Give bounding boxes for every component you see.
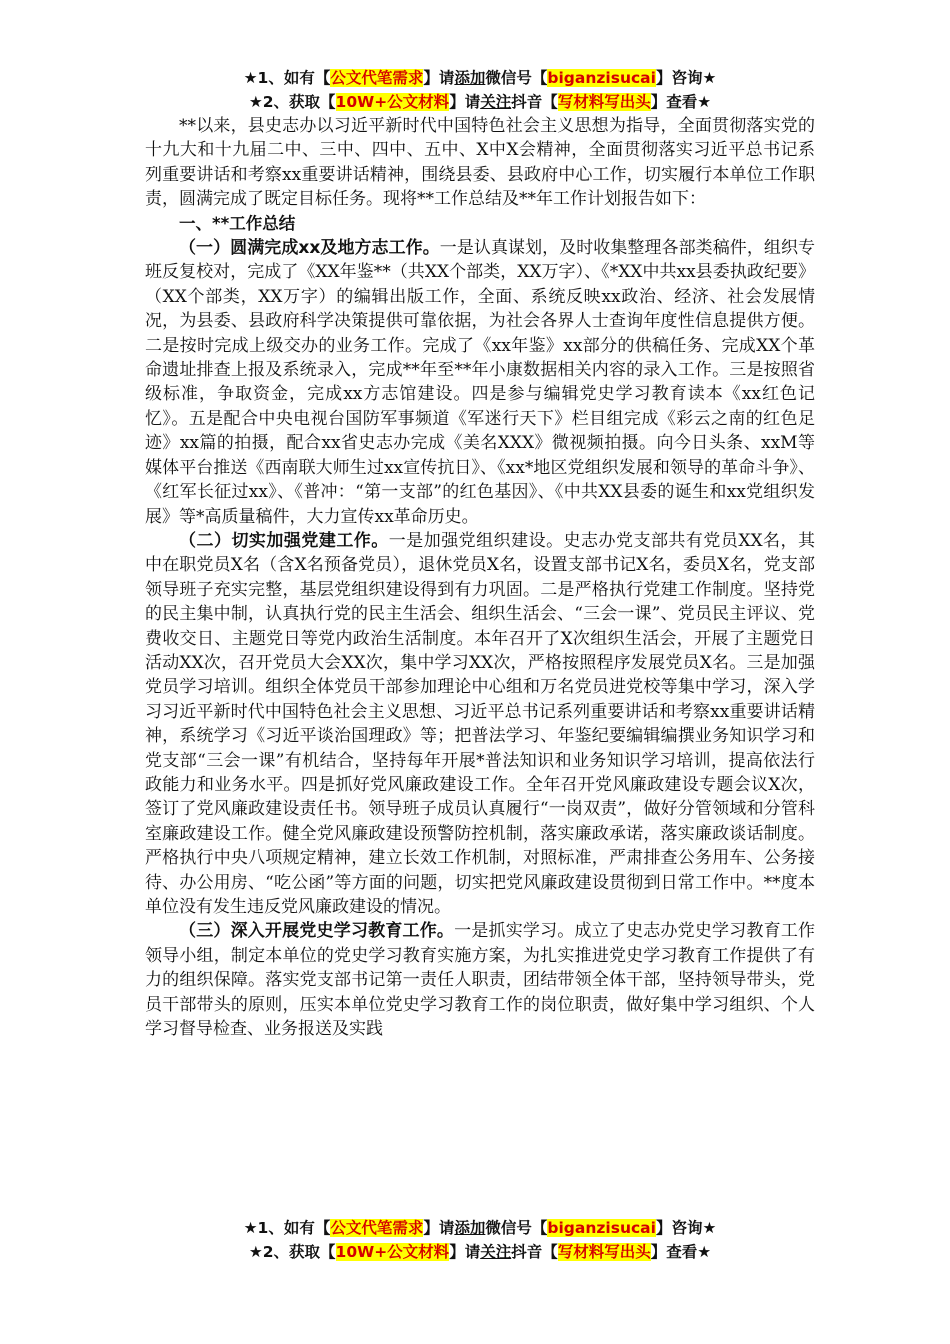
promo-text: 抖音【 bbox=[511, 1243, 558, 1261]
promo-line-1 bbox=[145, 1216, 815, 1240]
promo-text: 】请 bbox=[423, 69, 455, 87]
promo-highlight: 10W+公文材料 bbox=[335, 1243, 450, 1261]
intro-paragraph: **以来，县史志办以习近平新时代中国特色社会主义思想为指导，全面贯彻落实党的十九大和十九届二中、三中、四中、五中、X中X会精神，全面贯彻落实习近平总书记系列重要讲话和考察xx重要讲话精神，围绕县委、县政府中心工作，切实履行本单位工作职责，圆满完成了既定目标任务。现将**工作总结及**年工作计划报告如下： bbox=[145, 116, 815, 210]
promo-text: 】查看★ bbox=[650, 1243, 712, 1261]
promo-text: ★1、如有【 bbox=[243, 1219, 331, 1237]
promo-emphasis: 关注 bbox=[480, 93, 512, 111]
promo-highlight: 10W+公文材料 bbox=[335, 93, 450, 111]
document-body bbox=[145, 114, 815, 1041]
promo-text: 】请 bbox=[449, 1243, 481, 1261]
promo-banner-bottom bbox=[145, 1216, 815, 1264]
promo-highlight: 公文代笔需求 bbox=[330, 69, 424, 87]
promo-text: 】查看★ bbox=[650, 93, 712, 111]
promo-emphasis: 添加 bbox=[454, 1219, 486, 1237]
promo-emphasis: 添加 bbox=[454, 69, 486, 87]
paragraph-1 bbox=[145, 236, 815, 529]
promo-banner-top bbox=[145, 66, 815, 114]
promo-text: ★2、获取【 bbox=[248, 93, 336, 111]
promo-text: 】咨询★ bbox=[655, 69, 717, 87]
promo-text: 】请 bbox=[423, 1219, 455, 1237]
paragraph-text: 一是认真谋划，及时收集整理各部类稿件，组织专班反复校对，完成了《XX年鉴**（共XX个部类，XX万字）、《*XX中共xx县委执政纪要》（XX个部类，XX万字）的编辑出版工作，全面、系统反映xx政治、经济、社会发展情况，为县委、县政府科学决策提供可靠依据，为社会各界人士查询年度性信息提供方便。二是按时完成上级交办的业务工作。完成了《xx年鉴》xx部分的供稿任务、完成XX个革命遗址排查上报及系统录入，完成**年至**年小康数据相关内容的录入工作。三是按照省级标准，争取资金，完成xx方志馆建设。四是参与编辑党史学习教育读本《xx红色记忆》。五是配合中央电视台国防军事频道《军迷行天下》栏目组完成《彩云之南的红色足迹》xx篇的拍摄，配合xx省史志办完成《美名XXX》微视频拍摄。向今日头条、xxM等媒体平台推送《西南联大师生过xx宣传抗日》、《xx*地区党组织发展和领导的革命斗争》、《红军长征过xx》、《普冲：“第一支部”的红色基因》、《中共XX县委的诞生和xx党组织发展》等*高质量稿件，大力宣传xx革命历史。 bbox=[145, 238, 815, 527]
wechat-id-highlight: biganzisucai bbox=[547, 69, 656, 87]
promo-text: 抖音【 bbox=[511, 93, 558, 111]
subheading: （二）切实加强党建工作。 bbox=[179, 530, 389, 551]
promo-line-2 bbox=[145, 1240, 815, 1264]
section-heading bbox=[145, 212, 815, 236]
promo-text: 微信号【 bbox=[485, 69, 548, 87]
paragraph-3 bbox=[145, 919, 815, 1041]
promo-line-1 bbox=[145, 66, 815, 90]
promo-emphasis: 关注 bbox=[480, 1243, 512, 1261]
promo-text: ★1、如有【 bbox=[243, 69, 331, 87]
promo-text: 】咨询★ bbox=[655, 1219, 717, 1237]
promo-line-2 bbox=[145, 90, 815, 114]
subheading: （三）深入开展党史学习教育工作。 bbox=[179, 921, 455, 942]
paragraph-text: 一是加强党组织建设。史志办党支部共有党员XX名，其中在职党员X名（含X名预备党员），退休党员X名，设置支部书记X名，委员X名，党支部领导班子充实完整，基层党组织建设得到有力巩固。二是严格执行党建工作制度。坚持党的民主集中制，认真执行党的民主生活会、组织生活会、“三会一课”、党员民主评议、党费收交日、主题党日等党内政治生活制度。本年召开了X次组织生活会，开展了主题党日活动XX次，召开党员大会XX次，集中学习XX次，严格按照程序发展党员X名。三是加强党员学习培训。组织全体党员干部参加理论中心组和万名党员进党校等集中学习，深入学习习近平新时代中国特色社会主义思想、习近平总书记系列重要讲话和考察xx重要讲话精神，系统学习《习近平谈治国理政》等；把普法学习、年鉴纪要编辑编撰业务知识学习和党支部“三会一课”有机结合，坚持每年开展*普法知识和业务知识学习培训，提高依法行政能力和业务水平。四是抓好党风廉政建设工作。全年召开党风廉政建设专题会议X次，签订了党风廉政建设责任书。领导班子成员认真履行“一岗双责”，做好分管领域和分管科室廉政建设工作。健全党风廉政建设预警防控机制，落实廉政承诺，落实廉政谈话制度。严格执行中央八项规定精神，建立长效工作机制，对照标准，严肃排查公务用车、公务接待、办公用房、“吃公函”等方面的问题，切实把党风廉政建设贯彻到日常工作中。**度本单位没有发生违反党风廉政建设的情况。 bbox=[145, 530, 815, 917]
subheading: （一）圆满完成xx及地方志工作。 bbox=[179, 238, 440, 259]
douyin-id-highlight: 写材料写出头 bbox=[557, 93, 651, 111]
promo-text: 】请 bbox=[449, 93, 481, 111]
paragraph-text: 一是抓实学习。成立了史志办党史学习教育工作领导小组，制定本单位的党史学习教育实施方案，为扎实推进党史学习教育工作提供了有力的组织保障。落实党支部书记第一责任人职责，团结带领全体干部，坚持领导带头，党员干部带头的原则，压实本单位党史学习教育工作的岗位职责，做好集中学习组织、个人学习督导检查、业务报送及实践 bbox=[145, 921, 816, 1040]
promo-highlight: 公文代笔需求 bbox=[330, 1219, 424, 1237]
section-heading-text: 一、**工作总结 bbox=[179, 213, 296, 233]
douyin-id-highlight: 写材料写出头 bbox=[557, 1243, 651, 1261]
wechat-id-highlight: biganzisucai bbox=[547, 1219, 656, 1237]
promo-text: ★2、获取【 bbox=[248, 1243, 336, 1261]
promo-text: 微信号【 bbox=[485, 1219, 548, 1237]
document-page bbox=[145, 66, 815, 1041]
paragraph-2 bbox=[145, 529, 815, 920]
